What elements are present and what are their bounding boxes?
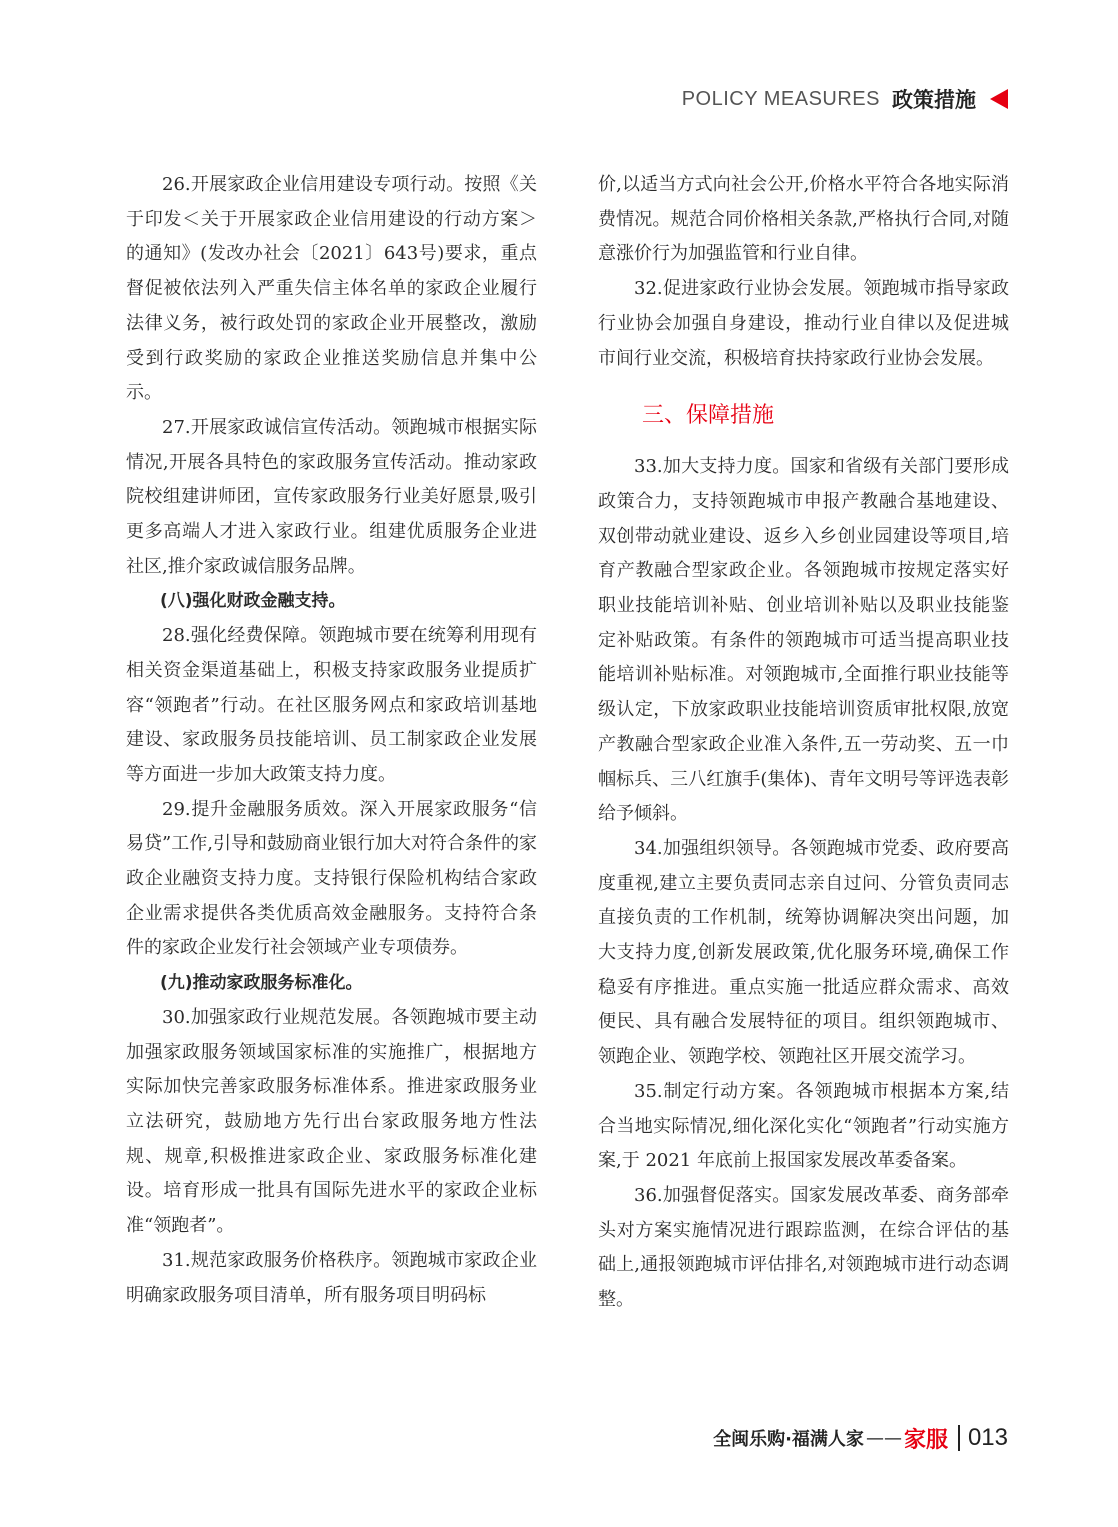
paragraph: 31.规范家政服务价格秩序。领跑城市家政企业明确家政服务项目清单，所有服务项目明码标 xyxy=(126,1249,537,1306)
right-column xyxy=(598,168,1009,1318)
footer-dash: —— xyxy=(865,1427,902,1449)
page-header xyxy=(682,84,1008,114)
paragraph: 32.促进家政行业协会发展。领跑城市指导家政行业协会加强自身建设，推动行业自律以及促进城市间行业交流，积极培育扶持家政行业协会发展。 xyxy=(598,278,1009,369)
paragraph: 34.加强组织领导。各领跑城市党委、政府要高度重视,建立主要负责同志亲自过问、分管负责同志直接负责的工作机制，统筹协调解决突出问题，加大支持力度,创新发展政策,优化服务环境,确保工作稳妥有序推进。重点实施一批适应群众需求、高效便民、具有融合发展特征的项目。组织领跑城市、领跑企业、领跑学校、领跑社区开展交流学习。 xyxy=(598,837,1009,1068)
subsection-heading: (九)推动家政服务标准化。 xyxy=(160,973,363,994)
triangle-marker-icon xyxy=(990,89,1008,109)
paragraph: 33.加大支持力度。国家和省级有关部门要形成政策合力，支持领跑城市申报产教融合基地建设、双创带动就业建设、返乡入乡创业园建设等项目,培育产教融合型家政企业。各领跑城市按规定落实好职业技能培训补贴、创业培训补贴以及职业技能鉴定补贴政策。有条件的领跑城市可适当提高职业技能培训补贴标准。对领跑城市,全面推行职业技能等级认定，下放家政职业技能培训资质审批权限,放宽产教融合型家政企业准入条件,五一劳动奖、五一巾帼标兵、三八红旗手(集体)、青年文明号等评选表彰给予倾斜。 xyxy=(598,456,1009,825)
page-footer xyxy=(713,1422,1008,1454)
footer-slogan: 全闽乐购·福满人家 xyxy=(713,1429,864,1450)
section-heading: 三、保障措施 xyxy=(642,403,775,429)
subsection-heading: (八)强化财政金融支持。 xyxy=(160,591,346,612)
left-column xyxy=(126,168,537,1313)
footer-divider xyxy=(958,1425,960,1451)
section-title-en: POLICY MEASURES xyxy=(681,87,880,110)
page-number: 013 xyxy=(967,1424,1008,1451)
paragraph-continued: 价,以适当方式向社会公开,价格水平符合各地实际消费情况。规范合同价格相关条款,严格执行合同,对随意涨价行为加强监管和行业自律。 xyxy=(598,174,1009,265)
paragraph: 26.开展家政企业信用建设专项行动。按照《关于印发＜关于开展家政企业信用建设的行动方案＞的通知》(发改办社会〔2021〕643号)要求，重点督促被依法列入严重失信主体名单的家政企业履行法律义务，被行政处罚的家政企业开展整改，激励受到行政奖励的家政企业推送奖励信息并集中公示。 xyxy=(126,174,537,404)
paragraph: 29.提升金融服务质效。深入开展家政服务“信易贷”工作,引导和鼓励商业银行加大对符合条件的家政企业融资支持力度。支持银行保险机构结合家政企业需求提供各类优质高效金融服务。支持符合条件的家政企业发行社会领域产业专项债券。 xyxy=(126,798,537,959)
paragraph: 36.加强督促落实。国家发展改革委、商务部牵头对方案实施情况进行跟踪监测，在综合评估的基础上,通报领跑城市评估排名,对领跑城市进行动态调整。 xyxy=(598,1184,1009,1311)
paragraph: 28.强化经费保障。领跑城市要在统筹利用现有相关资金渠道基础上，积极支持家政服务业提质扩容“领跑者”行动。在社区服务网点和家政培训基地建设、家政服务员技能培训、员工制家政企业发展等方面进一步加大政策支持力度。 xyxy=(126,625,537,785)
paragraph: 30.加强家政行业规范发展。各领跑城市要主动加强家政服务领域国家标准的实施推广，根据地方实际加快完善家政服务标准体系。推进家政服务业立法研究，鼓励地方先行出台家政服务地方性法规、规章,积极推进家政企业、家政服务标准化建设。培育形成一批具有国际先进水平的家政企业标准“领跑者”。 xyxy=(126,1006,537,1237)
footer-brand: 家服 xyxy=(903,1427,948,1453)
paragraph: 27.开展家政诚信宣传活动。领跑城市根据实际情况,开展各具特色的家政服务宣传活动。推动家政院校组建讲师团，宣传家政服务行业美好愿景,吸引更多高端人才进入家政行业。组建优质服务企业进社区,推介家政诚信服务品牌。 xyxy=(126,416,537,577)
section-title-cn: 政策措施 xyxy=(892,88,976,112)
paragraph: 35.制定行动方案。各领跑城市根据本方案,结合当地实际情况,细化深化实化“领跑者”行动实施方案,于 2021 年底前上报国家发展改革委备案。 xyxy=(598,1080,1009,1172)
